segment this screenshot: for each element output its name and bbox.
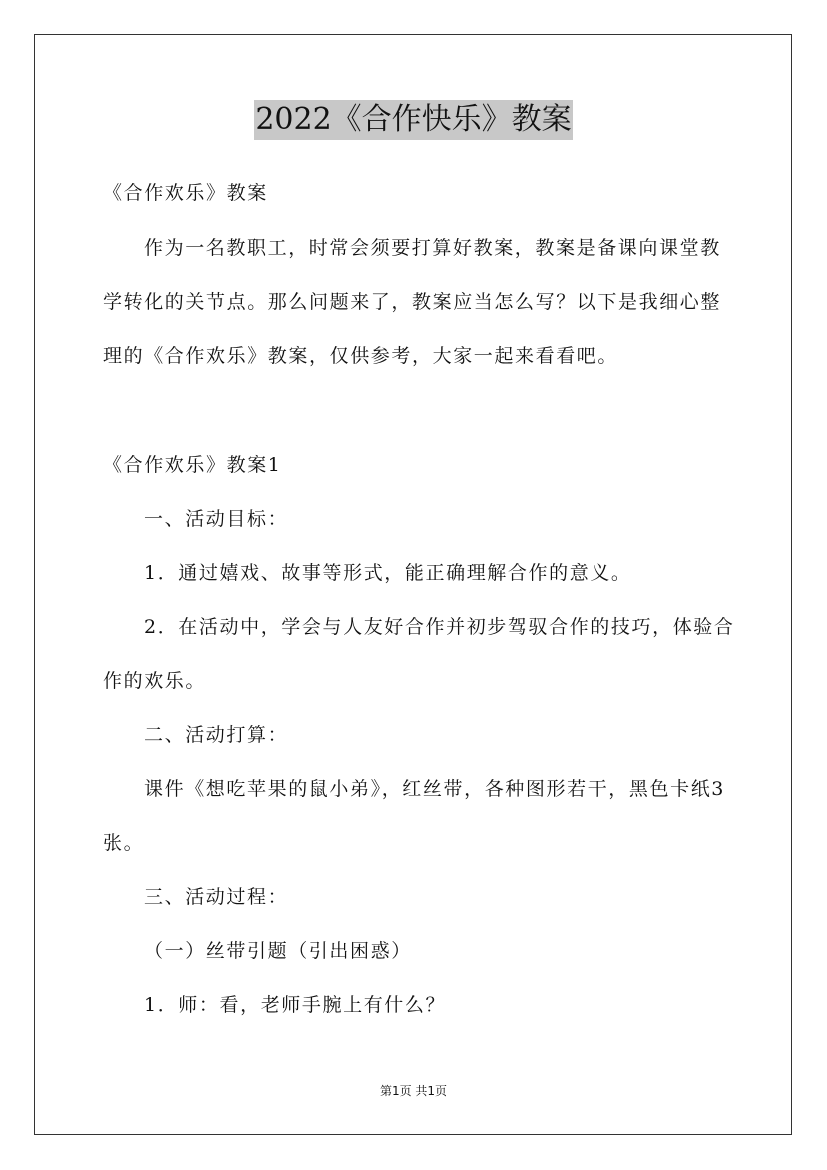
title-container xyxy=(0,100,827,140)
body-line: 张。 xyxy=(103,832,145,854)
body-line: 一、活动目标： xyxy=(144,508,289,530)
body-line: 课件《想吃苹果的鼠小弟》，红丝带，各种图形若干，黑色卡纸3 xyxy=(144,778,725,800)
document-title: 2022《合作快乐》教案 xyxy=(254,100,572,140)
document-subtitle: 《合作欢乐》教案 xyxy=(103,182,268,204)
intro-line-1: 作为一名教职工，时常会须要打算好教案，教案是备课向课堂教 xyxy=(144,237,721,259)
page-footer: 第1页 共1页 xyxy=(379,1084,448,1098)
body-line: （一）丝带引题（引出困惑） xyxy=(144,940,412,962)
body-line: 1．通过嬉戏、故事等形式，能正确理解合作的意义。 xyxy=(144,562,632,584)
body-line: 二、活动打算： xyxy=(144,724,289,746)
intro-line-3: 理的《合作欢乐》教案，仅供参考，大家一起来看看吧。 xyxy=(103,345,619,367)
intro-line-2: 学转化的关节点。那么问题来了，教案应当怎么写？以下是我细心整 xyxy=(103,291,722,313)
body-line: 三、活动过程： xyxy=(144,886,289,908)
section-heading: 《合作欢乐》教案1 xyxy=(103,454,282,476)
body-line: 2．在活动中，学会与人友好合作并初步驾驭合作的技巧，体验合 xyxy=(144,616,735,638)
body-line: 作的欢乐。 xyxy=(103,670,207,692)
body-line: 1．师：看，老师手腕上有什么？ xyxy=(144,994,447,1016)
